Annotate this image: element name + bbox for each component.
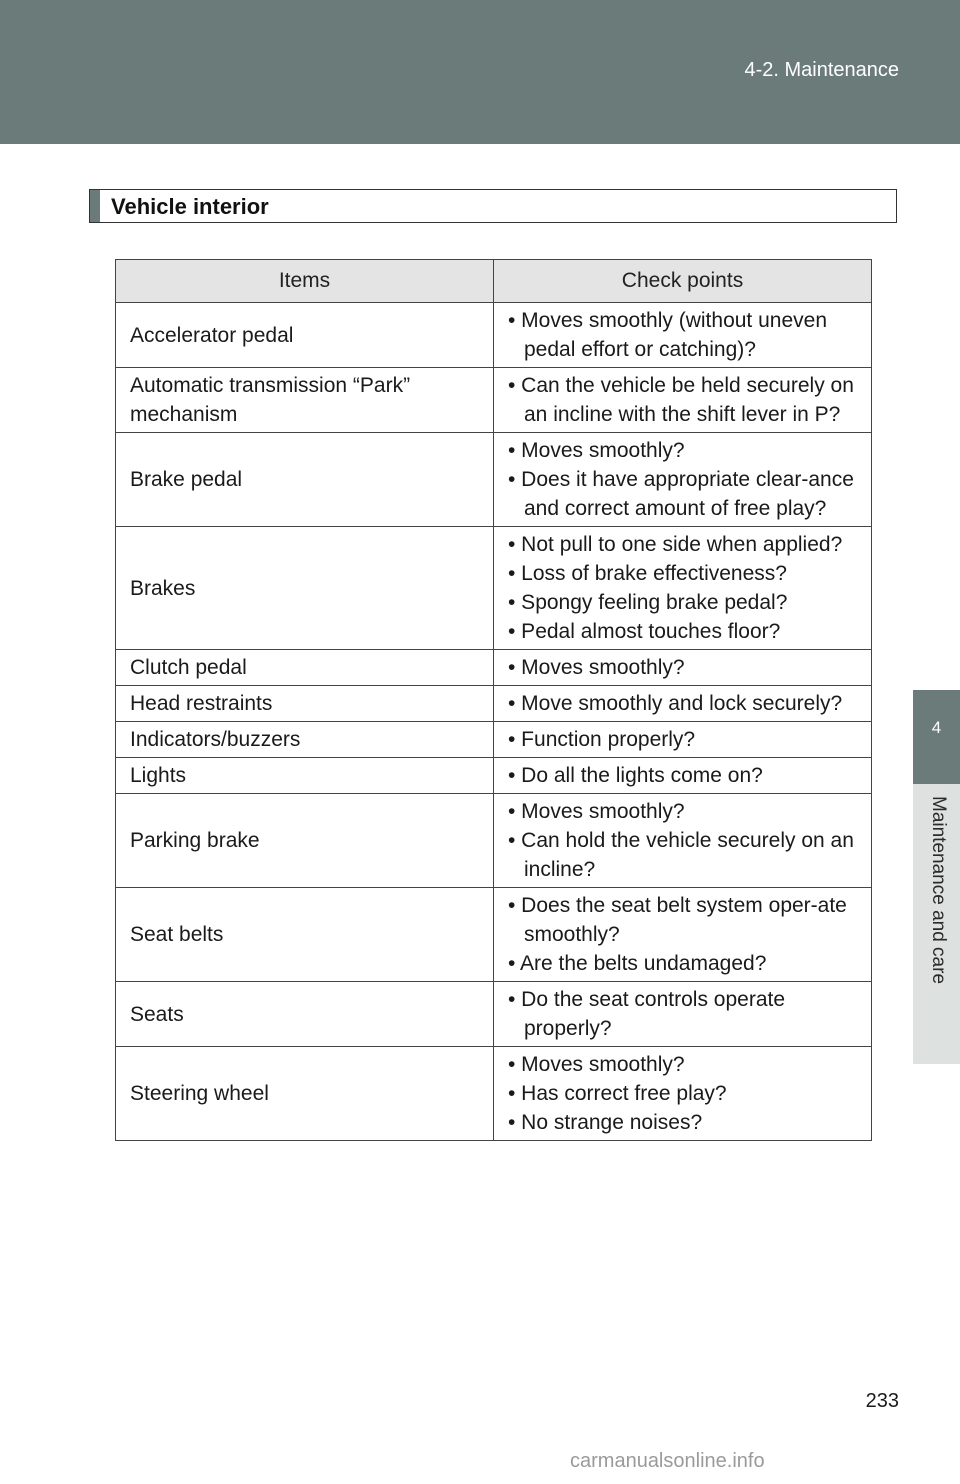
column-header-check-points: Check points [494, 260, 872, 303]
table-row [116, 527, 872, 650]
section-heading: Vehicle interior [111, 194, 269, 219]
item-cell: Clutch pedal [116, 650, 494, 686]
check-point: • Function properly? [508, 728, 696, 751]
chapter-title: Maintenance and care [928, 796, 949, 985]
table-row [116, 1047, 872, 1141]
table-row [116, 433, 872, 527]
item-cell: Indicators/buzzers [116, 722, 494, 758]
check-point: • Moves smoothly? [508, 800, 685, 823]
chapter-tab [913, 690, 960, 784]
table-row [116, 368, 872, 433]
check-point: • Has correct free play? [508, 1082, 727, 1105]
check-point: • Does it have appropriate clear-ance and correct amount of free play? [508, 468, 854, 520]
table-row [116, 650, 872, 686]
item-cell: Brake pedal [116, 433, 494, 527]
check-point: • Do the seat controls operate properly? [508, 988, 786, 1040]
page-header-band [0, 0, 960, 144]
check-points-cell [494, 982, 872, 1047]
check-points-cell [494, 758, 872, 794]
column-header-items: Items [116, 260, 494, 303]
check-point: • Are the belts undamaged? [508, 952, 767, 975]
check-points-cell [494, 650, 872, 686]
item-cell: Seat belts [116, 888, 494, 982]
check-table [115, 259, 872, 1141]
check-point: • Moves smoothly? [508, 1053, 685, 1076]
table-header-row [116, 260, 872, 303]
page-number: 233 [865, 1390, 899, 1412]
check-point: • Does the seat belt system oper-ate smoothly? [508, 894, 847, 946]
heading-accent-bar [90, 190, 100, 222]
chapter-strip [913, 784, 960, 1064]
table-row [116, 758, 872, 794]
item-cell: Seats [116, 982, 494, 1047]
check-points-cell [494, 1047, 872, 1141]
check-point: • Moves smoothly? [508, 656, 685, 679]
check-points-cell [494, 303, 872, 368]
check-points-cell [494, 368, 872, 433]
table-body [116, 303, 872, 1141]
table-row [116, 794, 872, 888]
check-points-cell [494, 686, 872, 722]
check-point: • Can the vehicle be held securely on an incline with the shift lever in P? [508, 374, 854, 426]
check-point: • Moves smoothly? [508, 439, 685, 462]
watermark: carmanualsonline.info [570, 1450, 765, 1472]
check-point: • No strange noises? [508, 1111, 703, 1134]
check-point: • Moves smoothly (without uneven pedal effort or catching)? [508, 309, 827, 361]
item-cell: Lights [116, 758, 494, 794]
check-point: • Can hold the vehicle securely on an incline? [508, 829, 854, 881]
check-point: • Spongy feeling brake pedal? [508, 591, 788, 614]
item-cell: Head restraints [116, 686, 494, 722]
check-points-cell [494, 433, 872, 527]
check-points-cell [494, 888, 872, 982]
chapter-number: 4 [931, 718, 942, 737]
item-cell: Brakes [116, 527, 494, 650]
table-row [116, 888, 872, 982]
check-points-cell [494, 794, 872, 888]
section-title: 4-2. Maintenance [744, 59, 899, 81]
table-row [116, 722, 872, 758]
table-row [116, 303, 872, 368]
table-row [116, 686, 872, 722]
item-cell: Accelerator pedal [116, 303, 494, 368]
check-point: • Not pull to one side when applied? [508, 533, 843, 556]
check-point: • Loss of brake effectiveness? [508, 562, 787, 585]
check-points-cell [494, 527, 872, 650]
item-cell: Steering wheel [116, 1047, 494, 1141]
section-heading-box [89, 189, 897, 223]
item-cell: Automatic transmission “Park” mechanism [116, 368, 494, 433]
item-cell: Parking brake [116, 794, 494, 888]
check-point: • Move smoothly and lock securely? [508, 692, 843, 715]
check-point: • Do all the lights come on? [508, 764, 763, 787]
table-row [116, 982, 872, 1047]
check-point: • Pedal almost touches floor? [508, 620, 781, 643]
check-points-cell [494, 722, 872, 758]
